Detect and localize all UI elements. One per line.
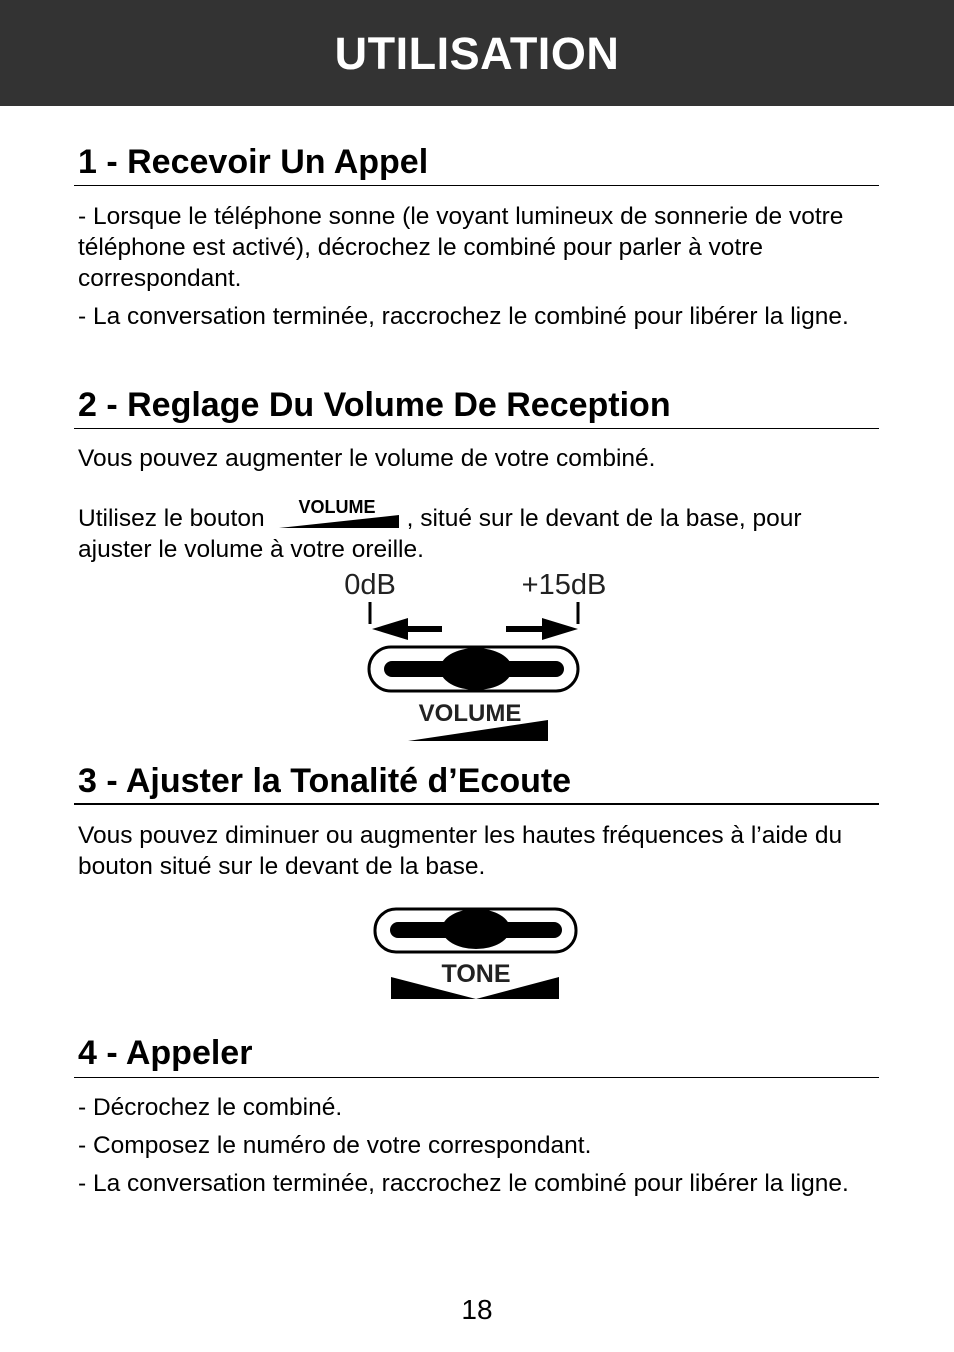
paragraph-call-3: - La conversation terminée, raccrochez le combiné pour libérer la ligne. <box>78 1170 849 1197</box>
page-header <box>0 0 954 106</box>
paragraph-call-2: - Composez le numéro de votre correspondant. <box>78 1132 592 1159</box>
volume-max-label: +15dB <box>521 569 607 601</box>
section-title-volume: 2 - Reglage Du Volume De Reception <box>78 386 671 424</box>
volume-slider-knob <box>440 648 512 690</box>
volume-min-label: 0dB <box>344 569 396 601</box>
paragraph-receive-call-1: - Lorsque le téléphone sonne (le voyant lumineux de sonnerie de votre téléphone est activé), décrochez le combiné pour parler à votre correspondant. <box>78 203 844 292</box>
paragraph-volume-intro: Vous pouvez augmenter le volume de votre combiné. <box>78 445 656 472</box>
volume-inline-label: VOLUME <box>298 498 376 517</box>
page-title: UTILISATION <box>334 28 620 79</box>
section-divider <box>74 185 879 186</box>
section-title-receive-call: 1 - Recevoir Un Appel <box>78 143 429 181</box>
tone-diagram-label: TONE <box>441 960 511 988</box>
tone-slider-knob <box>442 909 510 949</box>
volume-sentence-start: Utilisez le bouton <box>78 505 265 532</box>
volume-diagram-label: VOLUME <box>418 700 522 727</box>
section-divider <box>74 428 879 429</box>
paragraph-call-1: - Décrochez le combiné. <box>78 1094 343 1121</box>
page-number: 18 <box>461 1294 493 1325</box>
section-title-call: 4 - Appeler <box>78 1034 253 1072</box>
paragraph-tone: Vous pouvez diminuer ou augmenter les hautes fréquences à l’aide du bouton situé sur le devant de la base. <box>78 822 843 880</box>
section-divider <box>74 1077 879 1078</box>
volume-button-icon <box>279 498 403 532</box>
section-divider <box>74 803 879 805</box>
paragraph-receive-call-2: - La conversation terminée, raccrochez le combiné pour libérer la ligne. <box>78 303 849 330</box>
volume-slider-diagram <box>330 562 630 746</box>
section-title-tone: 3 - Ajuster la Tonalité d’Ecoute <box>78 762 572 800</box>
arrow-left-icon <box>372 618 442 640</box>
tone-slider-diagram <box>370 904 584 1004</box>
volume-sentence-end: , situé sur le devant de la base, pour ajuster le volume à votre oreille. <box>78 505 802 563</box>
paragraph-volume-button <box>78 498 878 565</box>
arrow-right-icon <box>506 618 578 640</box>
